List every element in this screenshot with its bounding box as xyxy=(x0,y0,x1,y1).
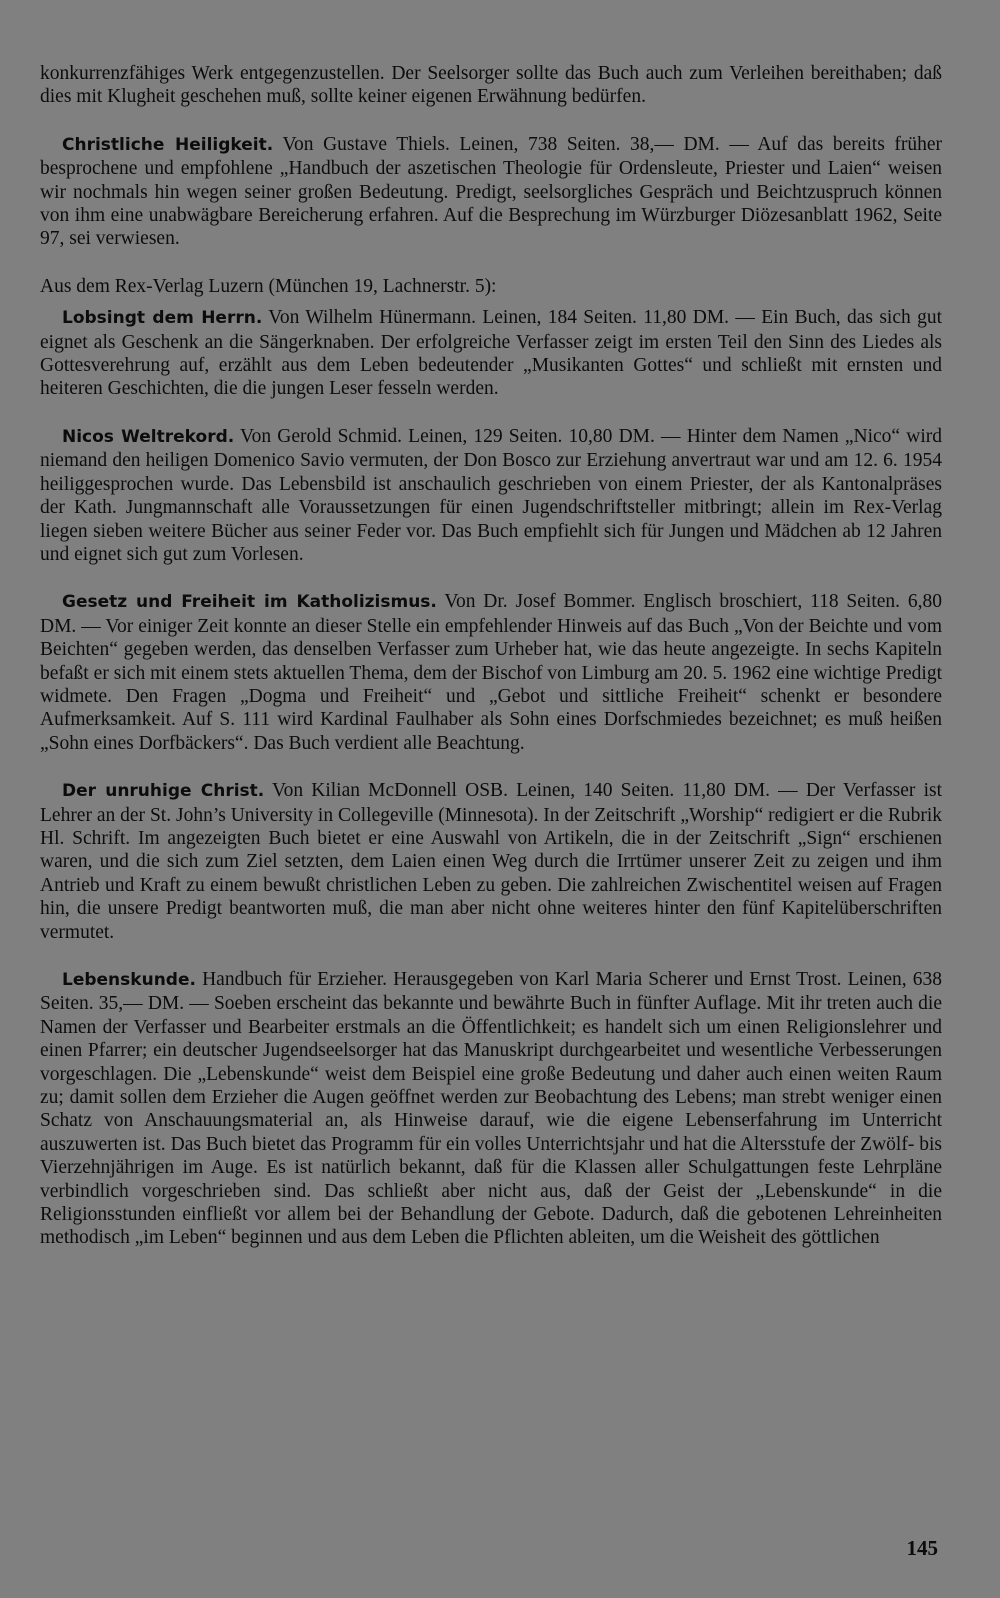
review-body: Von Gustave Thiels. Leinen, 738 Seiten. 38,— DM. — Auf das bereits früher besprochene und empfohlene „Handbuch der aszetischen Theologie für Ordensleute, Priester und Laien“ weisen wir nochmals hin wegen seiner großen Bedeutung. Predigt, seelsorgliches Gespräch und Beichtzuspruch können von ihm eine unabwägbare Bereicherung erfahren. Auf die Besprechung im Würzburger Diözesanblatt 1962, Seite 97, sei verwiesen. xyxy=(40,133,943,250)
review-body: Handbuch für Erzieher. Herausgegeben von Karl Maria Scherer und Ernst Trost. Leinen, 638 Seiten. 35,— DM. — Soeben erscheint das bekannte und bewährte Buch in fünfter Auflage. Mit ihr treten auch die Namen der Verfasser und Bearbeiter erstmals an die Öffentlichkeit; es handelt sich um einen Religionslehrer und einen Pfarrer; ein deutscher Jugendseelsorger hat das Manuskript durchgearbeitet und wesentliche Verbesserungen vorgeschlagen. Die „Lebenskunde“ weist dem Beispiel eine große Bedeutung und daher auch einen weiten Raum zu; damit sollen dem Erzieher die Augen geöffnet werden zur Beobachtung des Lebens; man strebt weniger einen Schatz von Anschauungsmaterial an, als Hinweise darauf, wie die eigene Lebenserfahrung im Unterricht auszuwerten ist. Das Buch bietet das Programm für ein volles Unterrichtsjahr und hat die Altersstufe der Zwölf- bis Vierzehnjährigen im Auge. Es ist natürlich bekannt, daß für die Klassen aller Schulgattungen feste Lehrpläne verbindlich vorgeschrieben sind. Das schließt aber nicht aus, daß der Geist der „Lebenskunde“ in die Religionsstunden einfließt vor allem bei der Behandlung der Gebote. Dadurch, daß die gebotenen Lehreinheiten methodisch „im Leben“ beginnen und aus dem Leben die Pflichten ableiten, um die Weisheit des göttlichen xyxy=(40,969,942,1249)
review-christliche-heiligkeit xyxy=(40,133,942,251)
review-gesetz-und-freiheit xyxy=(40,590,942,755)
review-title: Nicos Weltrekord. xyxy=(62,426,235,447)
review-title: Gesetz und Freiheit im Katholizismus. xyxy=(62,592,437,613)
review-nicos-weltrekord xyxy=(40,425,942,566)
review-body: Von Kilian McDonnell OSB. Leinen, 140 Seiten. 11,80 DM. — Der Verfasser ist Lehrer an der St. John’s University in Collegeville (Minnesota). In der Zeitschrift „Worship“ redigiert er die Rubrik Hl. Schrift. Im angezeigten Buch bietet er eine Auswahl von Artikeln, die in der Zeitschrift „Sign“ erschienen waren, und die sich zum Ziel setzten, dem Laien einen Weg durch die Irrtümer unserer Zeit zu zeigen und ihm Antrieb und Kraft zu einem bewußt christlichen Leben zu geben. Die zahlreichen Zwischentitel weisen auf Fragen hin, die unsere Predigt beantworten muß, die man aber nicht ohne weiteres hinter den fünf Kapitelüberschriften vermutet. xyxy=(40,780,942,943)
review-body: Von Wilhelm Hünermann. Leinen, 184 Seiten. 11,80 DM. — Ein Buch, das sich gut eignet als Geschenk an die Sängerknaben. Der erfolgreiche Verfasser zeigt im ersten Teil den Sinn des Liedes als Gottesverehrung auf, erzählt aus dem Leben bedeutender „Musikanten Gottes“ und schließt mit ernsten und heiteren Geschichten, die die jungen Leser fesseln werden. xyxy=(40,307,942,400)
continuation-paragraph: konkurrenzfähiges Werk entgegenzustellen. Der Seelsorger sollte das Buch auch zum Verleihen bereithaben; daß dies mit Klugheit geschehen muß, sollte keiner eigenen Erwähnung bedürfen. xyxy=(40,63,942,108)
publisher-intro: Aus dem Rex-Verlag Luzern (München 19, Lachnerstr. 5): xyxy=(40,275,497,297)
review-title: Lobsingt dem Herrn. xyxy=(62,308,263,329)
review-body: Von Gerold Schmid. Leinen, 129 Seiten. 10,80 DM. — Hinter dem Namen „Nico“ wird niemand den heiligen Domenico Savio vermuten, der Don Bosco zur Erziehung anvertraut war und am 12. 6. 1954 heiliggesprochen wurde. Das Lebensbild ist anschaulich geschrieben von einem Priester, der als Kantonalpräses der Kath. Jungmannschaft alle Voraussetzungen für einen Jugendschriftsteller mitbringt; allein im Rex-Verlag liegen sieben weitere Bücher aus seiner Feder vor. Das Buch empfiehlt sich für Jungen und Mädchen ab 12 Jahren und eignet sich gut zum Vorlesen. xyxy=(40,425,942,565)
review-body: Von Dr. Josef Bommer. Englisch broschiert, 118 Seiten. 6,80 DM. — Vor einiger Zeit konnte an dieser Stelle ein empfehlender Hinweis auf das Buch „Von der Beichte und vom Beichten“ gegeben werden, das denselben Verfasser zum Urheber hat, wie das heute angezeigte. In sechs Kapiteln befaßt er sich mit einem stets aktuellen Thema, dem der Bischof von Limburg am 20. 5. 1962 eine wichtige Predigt widmete. Den Fragen „Dogma und Freiheit“ und „Gebot und sittliche Freiheit“ schenkt er besondere Aufmerksamkeit. Auf S. 111 wird Kardinal Faulhaber als Sohn eines Dorfschmiedes bezeichnet; es muß heißen „Sohn eines Dorfbäckers“. Das Buch verdient alle Beachtung. xyxy=(40,591,942,754)
review-title: Christliche Heiligkeit. xyxy=(62,134,274,155)
review-lebenskunde xyxy=(40,968,942,1250)
review-lobsingt-dem-herrn xyxy=(40,306,942,401)
review-der-unruhige-christ xyxy=(40,779,942,944)
review-title: Der unruhige Christ. xyxy=(62,781,265,802)
review-title: Lebenskunde. xyxy=(62,970,196,990)
page-number: 145 xyxy=(906,1536,938,1560)
